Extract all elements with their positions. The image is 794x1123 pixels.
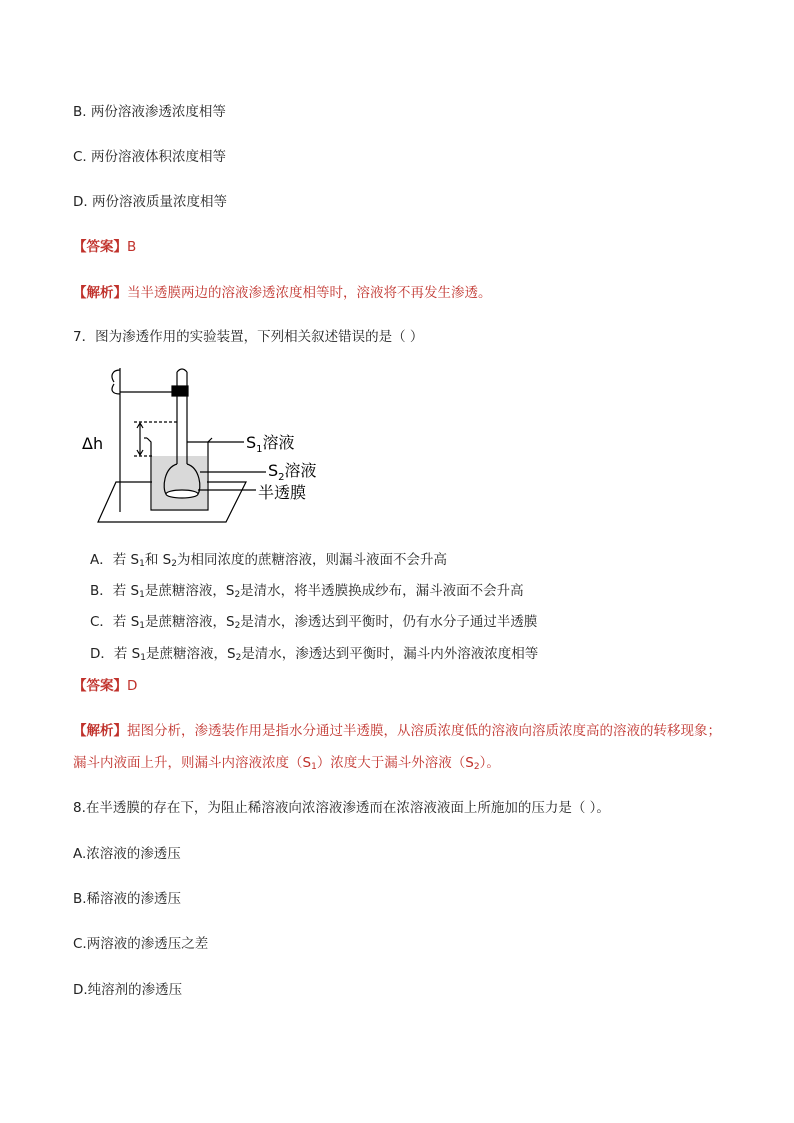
q6-option-d: D. 两份溶液质量浓度相等 [73,194,227,210]
q6-option-b: B. 两份溶液渗透浓度相等 [73,104,226,120]
q8-option-b: B.稀溶液的渗透压 [73,891,182,907]
clamp-block [172,386,188,396]
q7-option-c: C．若 $S_1$是蔗糖溶液，$S_2$是清水，渗透达到平衡时，仍有水分子通过半透膜 [90,614,538,631]
q6-analysis [73,284,492,302]
q8-option-d: D.纯溶剂的渗透压 [73,982,183,998]
q7-option-a: A．若 $S_1$和 $S_2$为相同浓度的蔗糖溶液，则漏斗液面不会升高 [90,552,447,569]
delta-h-label: Δh [82,434,104,453]
analysis-text: 当半透膜两边的溶液渗透浓度相等时，溶液将不再发生渗透。 [127,285,492,301]
q8-stem: 8.在半透膜的存在下，为阻止稀溶液向浓溶液渗透而在浓溶液液面上所施加的压力是（ ）。 [73,800,610,816]
analysis-tag: 【解析】 [73,723,127,739]
semipermeable-membrane [166,490,198,498]
q8-option-a: A.浓溶液的渗透压 [73,846,181,862]
q7-option-b: B．若 $S_1$是蔗糖溶液，$S_2$是清水，将半透膜换成纱布，漏斗液面不会升高 [90,583,524,600]
clamp [112,370,120,394]
s2-solution-label: $S_2$溶液 [268,461,317,483]
q7-option-d: D．若 $S_1$是蔗糖溶液，$S_2$是清水，渗透达到平衡时，漏斗内外溶液浓度相等 [90,646,539,663]
q6-option-c: C. 两份溶液体积浓度相等 [73,149,227,165]
answer-value: D [127,678,138,694]
beaker-liquid [152,456,207,509]
answer-value: B [127,239,137,255]
s1-solution-label: $S_1$溶液 [246,433,295,455]
q7-stem: 7．图为渗透作用的实验装置，下列相关叙述错误的是（ ） [73,329,424,345]
q7-answer [73,677,137,695]
analysis-tag: 【解析】 [73,285,127,301]
membrane-label: 半透膜 [258,483,307,502]
answer-tag: 【答案】 [73,239,127,255]
q7-analysis: 【解析】据图分析，渗透装作用是指水分通过半透膜，从溶质浓度低的溶液向溶质浓度高的溶液的转移现象；漏斗内液面上升，则漏斗内溶液浓度$(S_1)$浓度大于漏斗外溶液$(S_2)$。 [73,723,721,772]
q6-answer [73,238,136,256]
osmosis-apparatus-diagram [76,362,336,527]
q8-option-c: C.两溶液的渗透压之差 [73,936,209,952]
answer-tag: 【答案】 [73,678,127,694]
